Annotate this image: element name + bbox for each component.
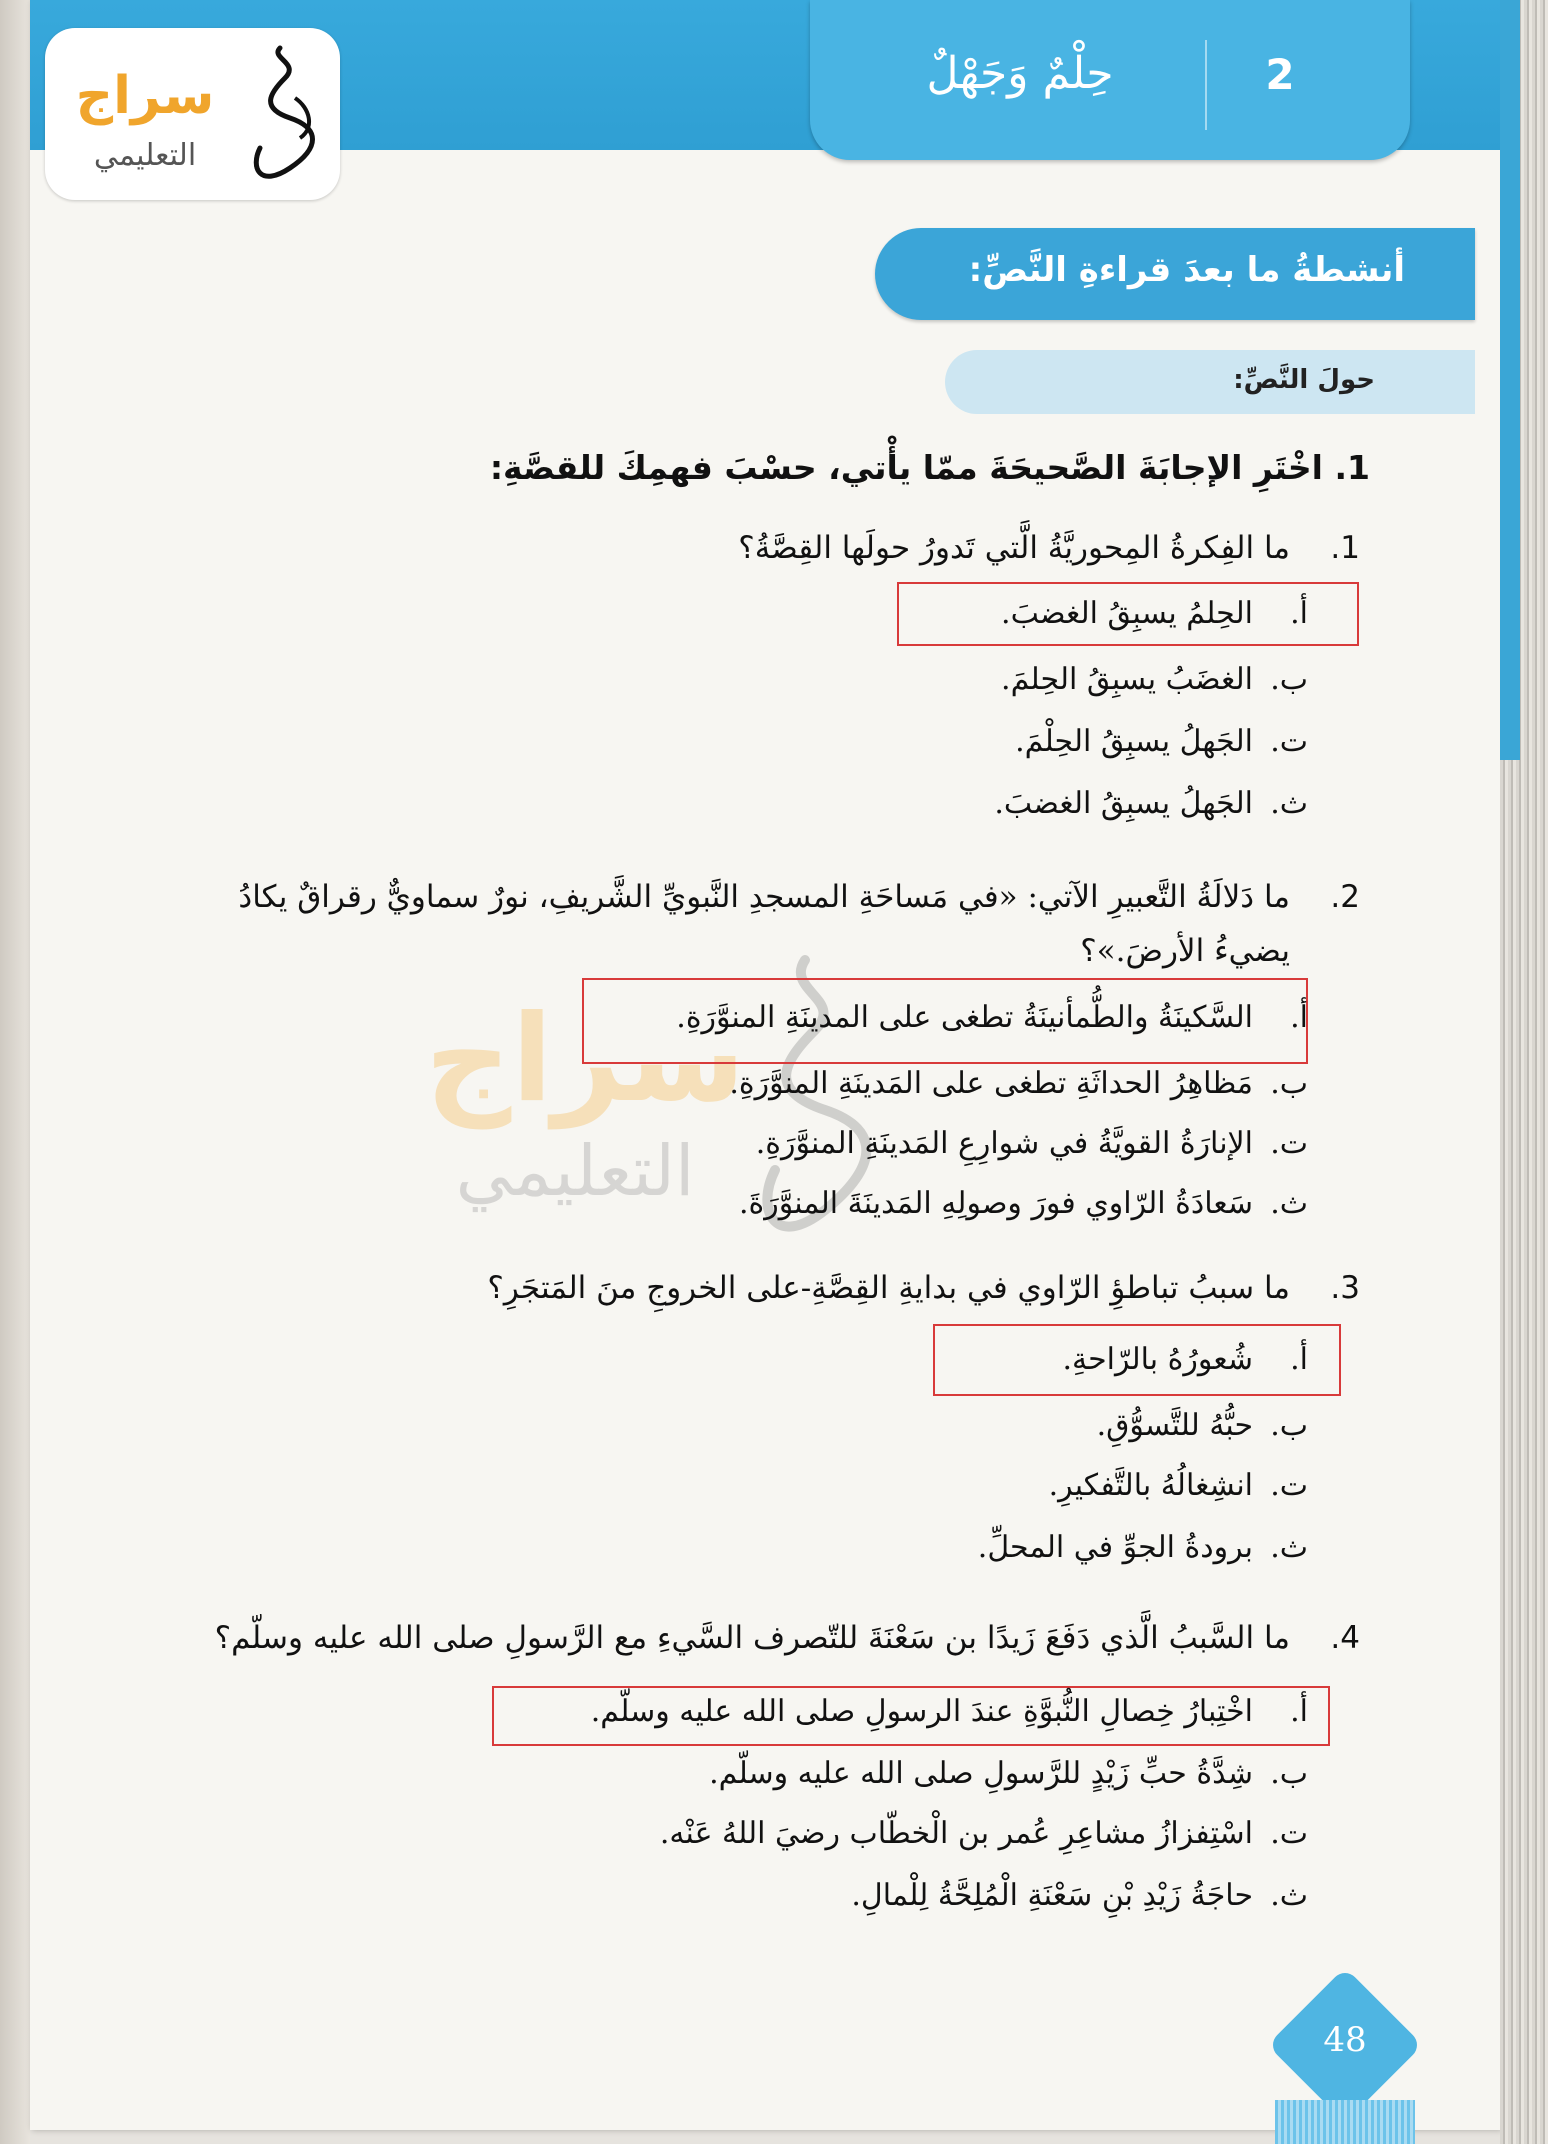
option xyxy=(1001,596,1308,631)
option xyxy=(729,1066,1308,1101)
option-text: اسْتِفزازُ مشاعِرِ عُمر بن الْخطّاب رضيَ اللهُ عَنْه. xyxy=(659,1816,1253,1851)
lesson-header xyxy=(810,0,1410,160)
decorative-stripe xyxy=(1275,2100,1415,2144)
question-1 xyxy=(738,530,1360,566)
option xyxy=(1096,1408,1308,1443)
option xyxy=(755,1126,1308,1161)
question-2 xyxy=(170,870,1360,978)
option-letter: ب. xyxy=(1270,1756,1308,1791)
option-letter: أ. xyxy=(1290,596,1308,631)
option xyxy=(709,1756,1308,1791)
edge-blue-strip xyxy=(1500,0,1520,760)
question-text: ما السَّببُ الَّذي دَفَعَ زَيدًا بن سَعْنَةَ للتّصرف السَّيءِ مع الرَّسولِ صلى الله عليه وسلّم؟ xyxy=(214,1620,1290,1656)
brand-logo xyxy=(45,28,340,200)
question-number: 2. xyxy=(1330,879,1360,915)
option-text: حاجَةُ زَيْدِ بْنِ سَعْنَةِ الْمُلِحَّةُ لِلْمالِ. xyxy=(851,1878,1253,1913)
option-letter: ت. xyxy=(1270,1816,1308,1851)
option xyxy=(659,1816,1308,1851)
option-letter: ب. xyxy=(1270,1408,1308,1443)
question-number: 4. xyxy=(1330,1620,1360,1656)
option-text: مَظاهِرُ الحداثَةِ تطغى على المَدينَةِ المنوَّرَةِ. xyxy=(729,1066,1253,1101)
option-letter: ب. xyxy=(1270,1066,1308,1101)
option-letter: أ. xyxy=(1290,1000,1308,1035)
subsection-title: حولَ النَّصِّ: xyxy=(1233,365,1375,395)
option-letter: ث. xyxy=(1270,1530,1308,1565)
question-number: 3. xyxy=(1330,1270,1360,1306)
option-text: شُعورُهُ بالرّاحةِ. xyxy=(1062,1342,1253,1377)
option-text: حبُّهُ للتَّسوُّقِ. xyxy=(1096,1408,1253,1443)
logo-brand-text: سراج xyxy=(75,66,215,126)
option xyxy=(1062,1342,1308,1377)
header-divider xyxy=(1205,40,1207,130)
logo-sub-text: التعليمي xyxy=(93,138,197,173)
book-gutter xyxy=(0,0,30,2144)
option xyxy=(977,1530,1308,1565)
option xyxy=(1015,724,1308,759)
lesson-title: حِلْمٌ وَجَهْلٌ xyxy=(926,48,1114,99)
option-text: سَعادَةُ الرّاوي فورَ وصولِهِ المَدينَةَ المنوَّرَةَ. xyxy=(738,1186,1253,1221)
lesson-number: 2 xyxy=(1265,50,1295,99)
page-number: 48 xyxy=(1323,2020,1367,2060)
option-text: شِدَّةُ حبِّ زَيْدٍ للرَّسولِ صلى الله عليه وسلّم. xyxy=(709,1756,1253,1791)
question-text: ما الفِكرةُ المِحوريَّةُ الَّتي تَدورُ حولَها القِصَّةُ؟ xyxy=(738,530,1290,566)
option-text: الغضَبُ يسبِقُ الحِلمَ. xyxy=(1001,662,1253,697)
option-letter: ت. xyxy=(1270,1468,1308,1503)
section-header xyxy=(875,228,1475,320)
option-letter: ت. xyxy=(1270,724,1308,759)
option-text: انشِغالُهُ بالتَّفكيرِ. xyxy=(1048,1468,1253,1503)
option xyxy=(738,1186,1308,1221)
option-text: الجَهلُ يسبِقُ الغضبَ. xyxy=(994,786,1253,821)
option-letter: أ. xyxy=(1290,1694,1308,1729)
option xyxy=(1001,662,1308,697)
option-letter: ب. xyxy=(1270,662,1308,697)
option-letter: ث. xyxy=(1270,1878,1308,1913)
subsection-header xyxy=(945,350,1475,414)
option-letter: ث. xyxy=(1270,786,1308,821)
option-text: اخْتِبارُ خِصالِ النُّبوَّةِ عندَ الرسولِ صلى الله عليه وسلّم. xyxy=(590,1694,1253,1729)
question-3 xyxy=(487,1270,1360,1306)
question-text: ما سببُ تباطؤِ الرّاوي في بدايةِ القِصَّةِ-على الخروجِ منَ المَتجَرِ؟ xyxy=(487,1270,1290,1306)
question-number: 1. xyxy=(1330,530,1360,566)
question-text: ما دَلالَةُ التَّعبيرِ الآتي: «في مَساحَةِ المسجدِ النَّبويِّ الشَّريفِ، نورٌ سماويٌّ رقراقٌ يكادُ يضيءُ الأرضَ.»؟ xyxy=(238,879,1290,969)
watermark-sub: التعليمي xyxy=(455,1130,695,1212)
watermark-brand: سراج xyxy=(425,990,746,1129)
option-text: الجَهلُ يسبِقُ الحِلْمَ. xyxy=(1015,724,1253,759)
option-text: الحِلمُ يسبِقُ الغضبَ. xyxy=(1001,596,1253,631)
option-text: برودةُ الجوِّ في المحلِّ. xyxy=(977,1530,1253,1565)
question-4 xyxy=(214,1620,1360,1656)
option xyxy=(851,1878,1308,1913)
option xyxy=(676,1000,1308,1035)
option-letter: ت. xyxy=(1270,1126,1308,1161)
exercise-instruction: 1. اخْتَرِ الإجابَةَ الصَّحيحَةَ ممّا يأْتي، حسْبَ فهمِكَ للقصَّةِ: xyxy=(489,448,1370,487)
page-edges xyxy=(1500,0,1548,2144)
option-letter: ث. xyxy=(1270,1186,1308,1221)
option-text: السَّكينَةُ والطُّمأنينَةُ تطغى على المدينَةِ المنوَّرَةِ. xyxy=(676,1000,1253,1035)
option xyxy=(590,1694,1308,1729)
option xyxy=(1048,1468,1308,1503)
option-text: الإنارَةُ القويَّةُ في شوارِعِ المَدينَةِ المنوَّرَةِ. xyxy=(755,1126,1253,1161)
option-letter: أ. xyxy=(1290,1342,1308,1377)
option xyxy=(994,786,1308,821)
calligraphy-icon xyxy=(240,38,330,188)
section-title: أنشطةُ ما بعدَ قراءةِ النَّصِّ: xyxy=(968,250,1405,290)
